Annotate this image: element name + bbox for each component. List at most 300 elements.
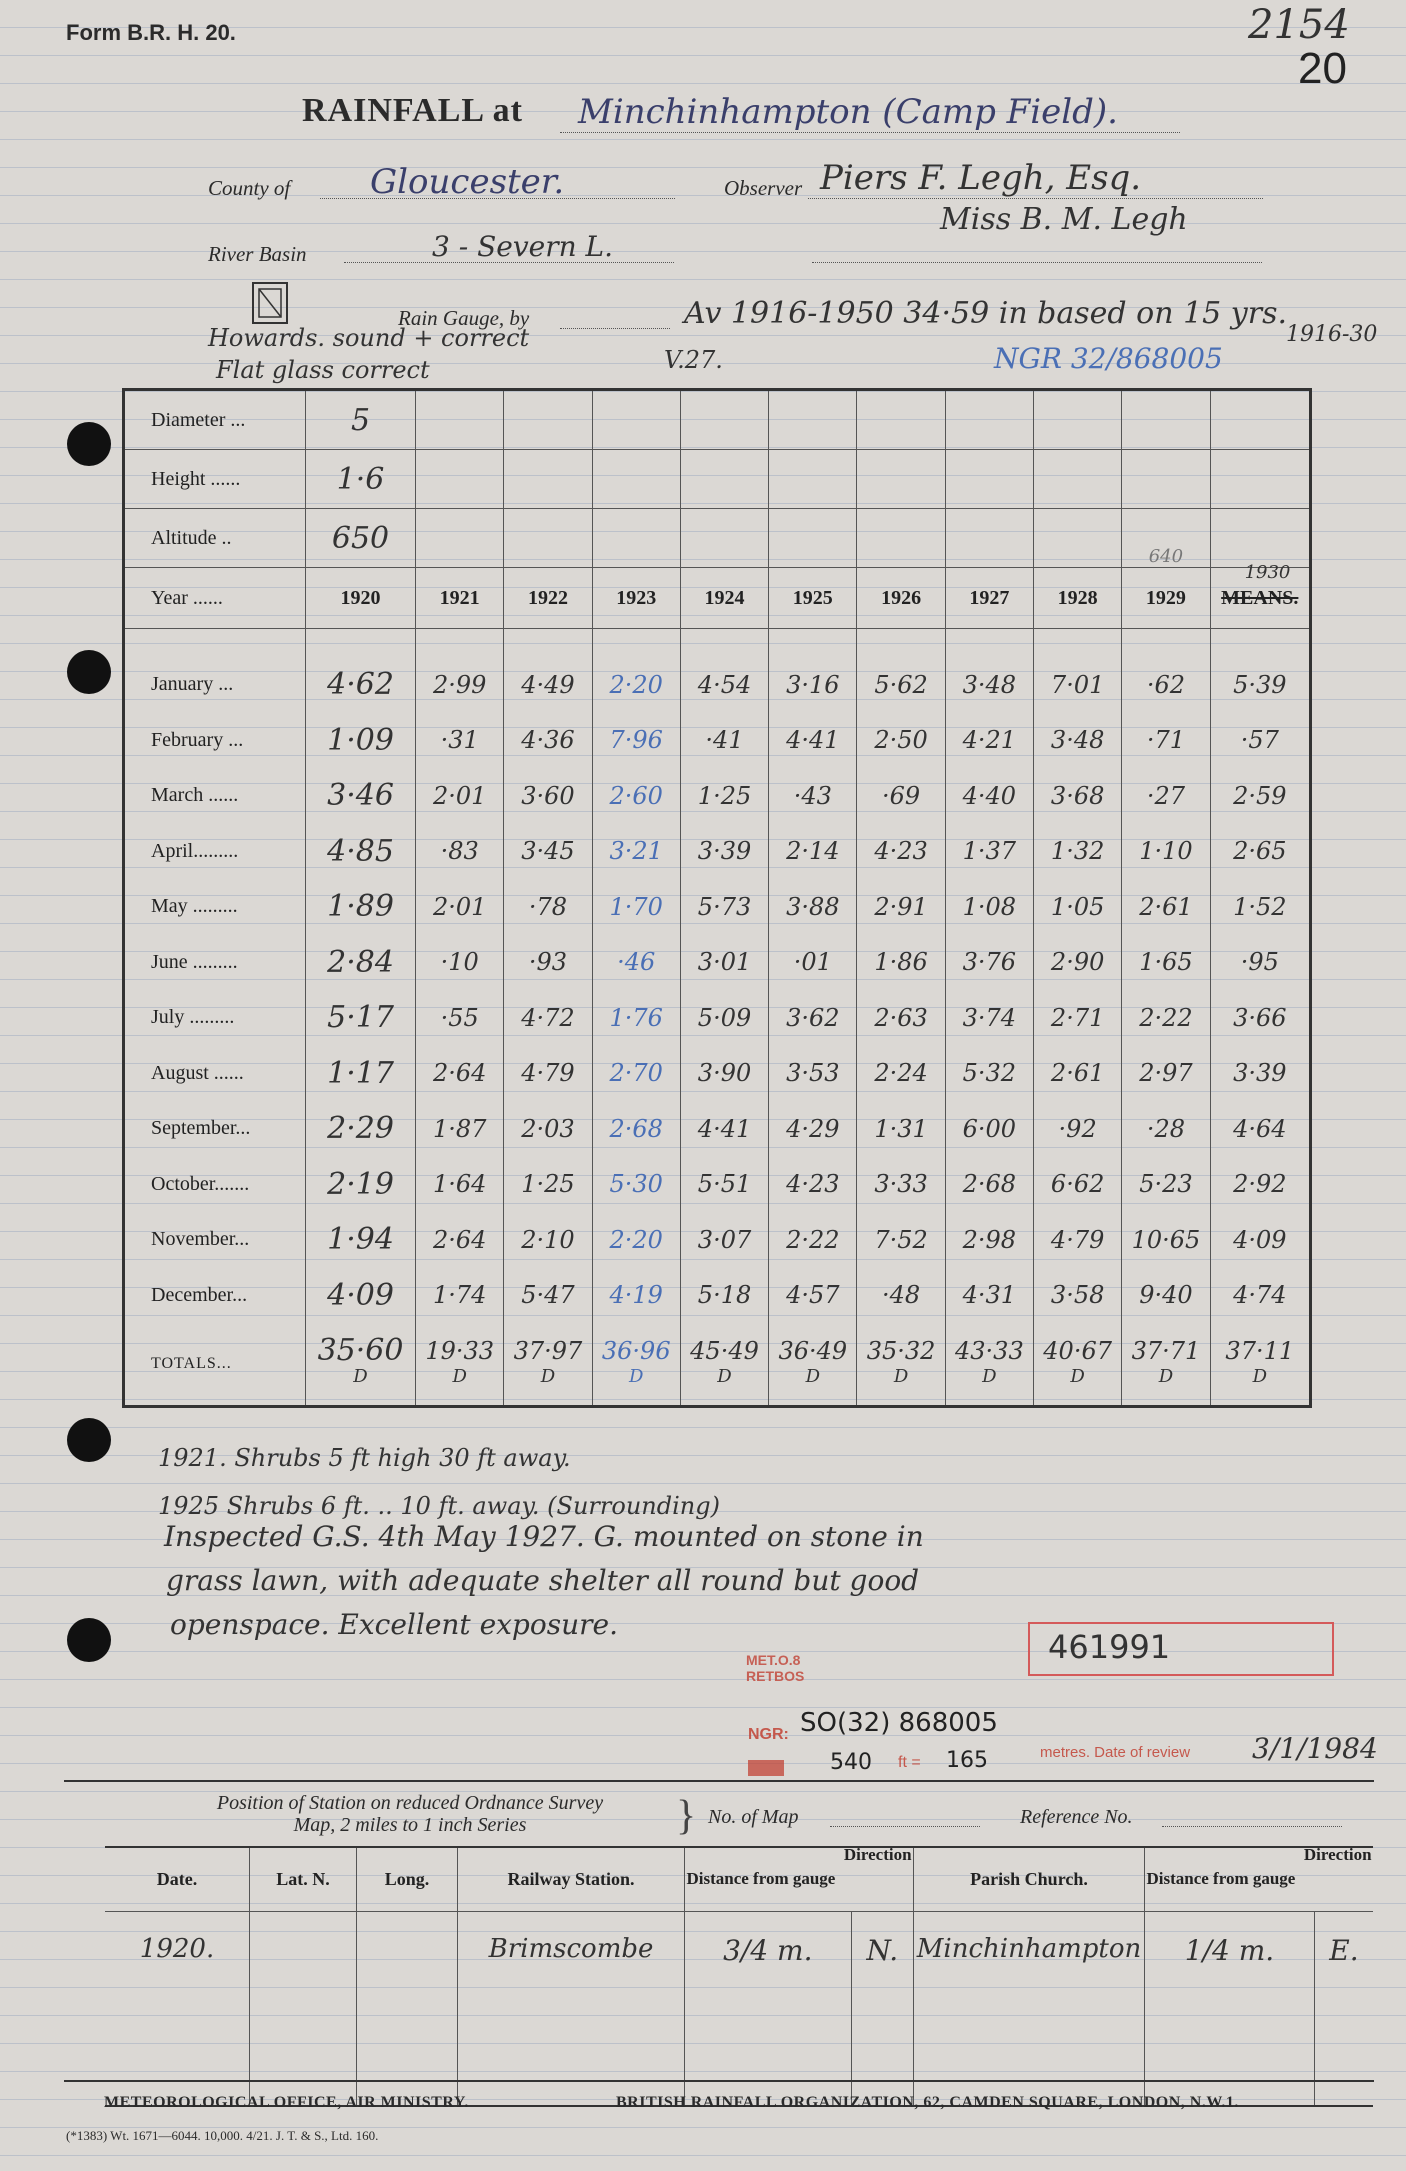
empty-cell — [504, 509, 592, 568]
divider — [64, 2080, 1374, 2082]
month-label: February ... — [124, 713, 306, 769]
rainfall-cell: 1·25 — [504, 1157, 592, 1213]
ngr-note: NGR 32/868005 — [994, 342, 1223, 375]
col-railway: Railway Station. — [458, 1847, 685, 1911]
station-detail-row — [124, 450, 1311, 509]
register-number-box: 461991 — [1028, 1622, 1334, 1676]
means-header — [1210, 562, 1310, 629]
rainfall-cell: 7·52 — [857, 1212, 945, 1268]
rainfall-cell: 2·22 — [1122, 990, 1210, 1046]
location-table — [105, 1846, 1373, 2107]
year-header — [124, 562, 1311, 629]
observer-value: Piers F. Legh, Esq. — [820, 158, 1142, 198]
total-cell — [592, 1323, 680, 1407]
rainfall-cell: ·71 — [1122, 713, 1210, 769]
review-date: 3/1/1984 — [1252, 1732, 1378, 1765]
rainfall-cell: 2·61 — [1122, 879, 1210, 935]
year-cell: 1925 — [769, 568, 857, 629]
empty-cell — [857, 390, 945, 450]
rainfall-cell: 4·41 — [769, 713, 857, 769]
rainfall-cell: 3·16 — [769, 657, 857, 713]
total-cell — [1122, 1323, 1210, 1407]
empty-cell — [945, 450, 1033, 509]
month-row — [124, 990, 1311, 1046]
total-cell — [504, 1323, 592, 1407]
rainfall-cell: 1·37 — [945, 824, 1033, 880]
rainfall-cell: ·46 — [592, 935, 680, 991]
rainfall-cell: 2·20 — [592, 657, 680, 713]
rainfall-cell: 3·48 — [945, 657, 1033, 713]
empty-cell — [1122, 390, 1210, 450]
note-line: Inspected G.S. 4th May 1927. G. mounted on stone in — [164, 1520, 924, 1553]
punch-hole — [67, 650, 111, 694]
year-cell: 1922 — [504, 568, 592, 629]
rainfall-cell: ·41 — [680, 713, 768, 769]
total-mark: D — [717, 1366, 732, 1387]
rainfall-cell: 3·68 — [1034, 768, 1122, 824]
total-cell — [769, 1323, 857, 1407]
rainfall-cell: 4·41 — [680, 1101, 768, 1157]
month-row — [124, 824, 1311, 880]
rainfall-cell: ·92 — [1034, 1101, 1122, 1157]
total-value: 36·49 — [778, 1337, 848, 1365]
river-basin-label: River Basin — [208, 242, 307, 266]
col-church-distance-direction: Distance from gauge Direction — [1145, 1847, 1373, 1911]
cell-church-direction: E. — [1314, 1911, 1373, 2106]
rainfall-cell: 2·99 — [416, 657, 504, 713]
station-detail-row — [124, 509, 1311, 568]
month-row — [124, 657, 1311, 713]
rainfall-cell: 3·74 — [945, 990, 1033, 1046]
rainfall-cell: 4·79 — [504, 1046, 592, 1102]
cell-lat — [250, 1911, 357, 2106]
rainfall-cell: 2·71 — [1034, 990, 1122, 1046]
rainfall-cell: 2·22 — [769, 1212, 857, 1268]
rainfall-cell: 5·32 — [945, 1046, 1033, 1102]
rainfall-cell: 2·03 — [504, 1101, 592, 1157]
empty-cell — [945, 390, 1033, 450]
altitude-m: 165 — [946, 1748, 988, 1773]
total-cell — [416, 1323, 504, 1407]
rainfall-cell: 4·23 — [769, 1157, 857, 1213]
total-cell — [1034, 1323, 1122, 1407]
month-row — [124, 1268, 1311, 1324]
rainfall-cell: 3·46 — [306, 768, 416, 824]
empty-cell — [504, 390, 592, 450]
rainfall-cell: 1·86 — [857, 935, 945, 991]
redaction-mark — [748, 1760, 784, 1776]
month-label: March ...... — [124, 768, 306, 824]
total-cell — [680, 1323, 768, 1407]
month-label: December... — [124, 1268, 306, 1324]
empty-cell — [769, 509, 857, 568]
total-value: 45·49 — [690, 1337, 759, 1365]
total-mark: D — [629, 1366, 644, 1387]
total-mark: D — [353, 1366, 368, 1387]
empty-cell — [1034, 450, 1122, 509]
rainfall-cell: 1·70 — [592, 879, 680, 935]
total-value: 19·33 — [425, 1337, 495, 1365]
month-label: June ......... — [124, 935, 306, 991]
total-value: 37·97 — [513, 1337, 583, 1365]
total-value: 40·67 — [1043, 1337, 1112, 1365]
month-label: January ... — [124, 657, 306, 713]
rainfall-cell: 2·14 — [769, 824, 857, 880]
means-year: 1930 — [1244, 562, 1291, 583]
month-label: September... — [124, 1101, 306, 1157]
total-mark: D — [452, 1366, 467, 1387]
range-note: 1916-30 — [1286, 322, 1378, 347]
empty-cell — [857, 509, 945, 568]
rainfall-cell: ·27 — [1122, 768, 1210, 824]
empty-cell — [592, 450, 680, 509]
mean-cell: 4·64 — [1210, 1101, 1310, 1157]
rainfall-cell: 2·68 — [592, 1101, 680, 1157]
average-code: V.27. — [664, 346, 723, 374]
mean-cell: ·95 — [1210, 935, 1310, 991]
rainfall-cell: 4·36 — [504, 713, 592, 769]
rainfall-cell: 5·18 — [680, 1268, 768, 1324]
total-mark: D — [1252, 1366, 1267, 1387]
rainfall-cell: 2·10 — [504, 1212, 592, 1268]
footer-right: BRITISH RAINFALL ORGANIZATION, 62, CAMDEN SQUARE, LONDON, N.W.1. — [616, 2094, 1239, 2111]
rainfall-cell: 3·76 — [945, 935, 1033, 991]
rainfall-cell: 4·09 — [306, 1268, 416, 1324]
total-value: 43·33 — [955, 1337, 1024, 1365]
rainfall-cell: ·93 — [504, 935, 592, 991]
rainfall-cell: 2·98 — [945, 1212, 1033, 1268]
empty-cell — [857, 450, 945, 509]
empty-cell — [1210, 450, 1310, 509]
rainfall-cell: 1·76 — [592, 990, 680, 1046]
total-mark: D — [1070, 1366, 1085, 1387]
cell-church: Minchinhampton — [914, 1911, 1145, 2106]
mean-cell: 4·09 — [1210, 1212, 1310, 1268]
rainfall-cell: 5·47 — [504, 1268, 592, 1324]
rainfall-cell: 4·57 — [769, 1268, 857, 1324]
rainfall-cell: 4·40 — [945, 768, 1033, 824]
total-value: 37·71 — [1131, 1337, 1201, 1365]
empty-cell — [1122, 450, 1210, 509]
rain-gauge-label: Rain Gauge, by — [398, 306, 530, 330]
rainfall-cell: 1·87 — [416, 1101, 504, 1157]
rainfall-cell: 1·25 — [680, 768, 768, 824]
empty-cell — [504, 450, 592, 509]
note-line: 1925 Shrubs 6 ft. .. 10 ft. away. (Surrounding) — [158, 1492, 720, 1520]
rainfall-cell: 2·63 — [857, 990, 945, 1046]
rainfall-cell: 3·33 — [857, 1157, 945, 1213]
month-row — [124, 713, 1311, 769]
col-lat: Lat. N. — [250, 1847, 357, 1911]
average-note: Av 1916-1950 34·59 in based on 15 yrs. — [684, 296, 1288, 331]
rainfall-cell: 1·64 — [416, 1157, 504, 1213]
total-cell — [306, 1323, 416, 1407]
month-row — [124, 1212, 1311, 1268]
month-label: October....... — [124, 1157, 306, 1213]
month-label: August ...... — [124, 1046, 306, 1102]
rainfall-cell: 3·88 — [769, 879, 857, 935]
total-value: 36·96 — [601, 1337, 671, 1365]
met-office-stamp: MET.O.8 RETBOS — [746, 1652, 805, 1684]
ngr-value: SO(32) 868005 — [800, 1708, 998, 1738]
mean-cell: 3·39 — [1210, 1046, 1310, 1102]
detail-value: 650 — [306, 509, 416, 568]
year-label: Year ...... — [124, 568, 306, 629]
rainfall-cell: 7·96 — [592, 713, 680, 769]
totals-label: TOTALS... — [124, 1323, 306, 1407]
total-mark: D — [540, 1366, 556, 1387]
rainfall-cell: 5·62 — [857, 657, 945, 713]
rainfall-cell: 2·61 — [1034, 1046, 1122, 1102]
rainfall-cell: 4·21 — [945, 713, 1033, 769]
rainfall-cell: 3·62 — [769, 990, 857, 1046]
title-label: RAINFALL at — [302, 92, 523, 129]
empty-cell — [416, 450, 504, 509]
rainfall-cell: 4·31 — [945, 1268, 1033, 1324]
rainfall-cell: 2·24 — [857, 1046, 945, 1102]
rainfall-cell: 10·65 — [1122, 1212, 1210, 1268]
rainfall-cell: ·83 — [416, 824, 504, 880]
gauge-note: Flat glass correct — [216, 356, 430, 384]
detail-value: 1·6 — [306, 450, 416, 509]
rainfall-cell: 6·62 — [1034, 1157, 1122, 1213]
cell-long — [357, 1911, 458, 2106]
cell-rail-direction: N. — [851, 1911, 913, 2106]
rainfall-cell: 2·20 — [592, 1212, 680, 1268]
altitude-ft: 540 — [830, 1750, 872, 1775]
rainfall-cell: 5·17 — [306, 990, 416, 1046]
rainfall-cell: 4·62 — [306, 657, 416, 713]
cell-date: 1920. — [105, 1911, 250, 2106]
rainfall-cell: 4·54 — [680, 657, 768, 713]
month-row — [124, 879, 1311, 935]
river-basin-value: 3 - Severn L. — [432, 230, 614, 263]
mean-cell: ·57 — [1210, 713, 1310, 769]
col-rail-distance-direction: Distance from gauge Direction — [685, 1847, 914, 1911]
month-row — [124, 935, 1311, 991]
cell-rail-distance: 3/4 m. — [685, 1911, 852, 2106]
gauge-symbol-icon — [250, 280, 290, 326]
cell-church-distance: 1/4 m. — [1145, 1911, 1315, 2106]
rainfall-cell: ·43 — [769, 768, 857, 824]
total-cell — [945, 1323, 1033, 1407]
totals-row — [124, 1323, 1311, 1407]
month-row — [124, 1157, 1311, 1213]
rainfall-cell: ·01 — [769, 935, 857, 991]
rainfall-cell: 5·73 — [680, 879, 768, 935]
rainfall-cell: 2·29 — [306, 1101, 416, 1157]
rainfall-cell: 2·60 — [592, 768, 680, 824]
empty-cell — [945, 509, 1033, 568]
empty-cell — [416, 390, 504, 450]
rainfall-cell: 5·30 — [592, 1157, 680, 1213]
rainfall-cell: 1·10 — [1122, 824, 1210, 880]
rainfall-cell: 2·50 — [857, 713, 945, 769]
total-mark: D — [982, 1366, 997, 1387]
rainfall-cell: 2·91 — [857, 879, 945, 935]
mean-cell: 1·52 — [1210, 879, 1310, 935]
cell-railway: Brimscombe — [458, 1911, 685, 2106]
empty-cell — [680, 509, 768, 568]
empty-cell — [1210, 390, 1310, 450]
year-cell: 1927 — [945, 568, 1033, 629]
col-long: Long. — [357, 1847, 458, 1911]
note-line: 1921. Shrubs 5 ft high 30 ft away. — [158, 1444, 571, 1472]
total-mark: D — [1158, 1366, 1174, 1387]
observer-value-second: Miss B. M. Legh — [940, 202, 1188, 237]
month-label: November... — [124, 1212, 306, 1268]
month-row — [124, 1046, 1311, 1102]
rainfall-cell: ·48 — [857, 1268, 945, 1324]
rainfall-cell: 4·23 — [857, 824, 945, 880]
station-name: Minchinhampton (Camp Field). — [578, 92, 1118, 132]
year-cell: 1926 — [857, 568, 945, 629]
rainfall-cell: 1·94 — [306, 1212, 416, 1268]
empty-cell — [1034, 509, 1122, 568]
rainfall-cell: ·78 — [504, 879, 592, 935]
detail-label: Altitude .. — [124, 509, 306, 568]
note-line: grass lawn, with adequate shelter all round but good — [166, 1564, 920, 1597]
rainfall-cell: 5·51 — [680, 1157, 768, 1213]
month-row — [124, 768, 1311, 824]
reference-number: 2154 — [1248, 2, 1350, 48]
rainfall-record-sheet: Form B.R. H. 20. 2154 20 RAINFALL at Minchinhampton (Camp Field). County of Gloucester. Observer Piers F. Legh, Esq. Miss B. M. Legh River Basin 3 - Severn L. Rain Gauge, by Howards. sound + correct Flat glass correct Av 1916-1950 34·59 in based on 15 yrs. 1916-30 V.27. NGR 32/868005 Diameter ... 5 Height ...... 1·6 Altitude .. 650 640 Year ...... 1920 1921 1922 1923 1924 1925 1926 1927 1928 1929 1930 MEANS. January ... 4·62 2·99 4·49 2·20 4·54 3·16 5·62 3·48 7·01 ·62 5·39 February ... 1·09 ·31 4·36 7·96 ·41 4·41 2·50 4·21 3·48 ·71 ·57 March ...... 3·46 2·01 3·60 2·60 1·25 ·43 ·69 4·40 3·68 ·27 2·59 April......... 4·85 ·83 3·45 3·21 3·39 2·14 4·23 1·37 1·32 1·10 2·65 May ......... 1·89 2·01 ·78 1·70 5·73 3·88 2·91 1·08 1·05 2·61 1·52 June ......... 2·84 ·10 ·93 ·46 3·01 ·01 1·86 3·76 2·90 1·65 ·95 July ......... 5·17 ·55 4·72 1·76 5·09 3·62 2·63 3·74 2·71 2·22 3·66 August ...... 1·17 2·64 4·79 2·70 3·90 3·53 2·24 5·32 2·61 2·97 3·39 September... 2·29 1·87 2·03 2·68 4·41 4·29 1·31 6·00 ·92 ·28 4·64 October....... 2·19 1·64 1·25 5·30 5·51 4·23 3·33 2·68 6·62 5·23 2·92 November... 1·94 2·64 2·10 2·20 3·07 2·22 7·52 2·98 4·79 10·65 4·09 December... 4·09 1·74 5·47 4·19 5·18 4·57 ·48 4·31 3·58 9·40 4·74 TOTALS... 35·60 D 19·33 D 37·97 D 36·96 D 45·49 D 36·49 D 35·32 D 43·33 D 40·67 D 37·71 D 37·11 D 1921. Shrubs 5 ft high 30 ft away. 1925 Shrubs 6 ft. .. 10 ft. away. (Surrounding) Inspected G.S. 4th May 1927. G. mounted on stone in grass lawn, with adequate shelter all round but good openspace. Excellent exposure. MET.O.8 RETBOS 461991 NGR: SO(32) 868005 540 ft = 165 metres. Date of review 3/1/1984 Position of Station on reduced Ordnance Survey Map, 2 miles to 1 inch Series } No. of Map Reference No. Date. Lat. N. Long. Railway Station. Distance from gauge Direction Parish Church. Distance from gauge Direction 1920. Brimscombe 3/4 m. N. Minchinhampton 1/4 m. E. METEOROLOGICAL OFFICE, AIR MINISTRY. BRITISH RAINFALL ORGANIZATION, 62, CAMDEN SQUARE, LONDON, N.W.1. (*1383) Wt. 1671—6044. 10,000. 4/21. J. T. & S., Ltd. 160. — [0, 0, 1406, 2171]
total-value: 37·11 — [1225, 1337, 1295, 1365]
rainfall-cell: 4·72 — [504, 990, 592, 1046]
empty-cell — [769, 390, 857, 450]
rainfall-cell: 3·58 — [1034, 1268, 1122, 1324]
total-mark: D — [805, 1366, 821, 1387]
month-label: July ......... — [124, 990, 306, 1046]
total-cell — [857, 1323, 945, 1407]
station-details — [124, 390, 1311, 568]
month-label: April......... — [124, 824, 306, 880]
rainfall-cell: ·62 — [1122, 657, 1210, 713]
rainfall-cell: 2·64 — [416, 1046, 504, 1102]
rainfall-table — [122, 388, 1312, 1408]
rainfall-cell: 3·60 — [504, 768, 592, 824]
review-label: metres. Date of review — [1040, 1744, 1191, 1761]
county-label: County of — [208, 176, 291, 200]
rainfall-cell: 1·31 — [857, 1101, 945, 1157]
year-cell: 1920 — [306, 568, 416, 629]
mean-cell: 5·39 — [1210, 657, 1310, 713]
rainfall-cell: 4·85 — [306, 824, 416, 880]
county-value: Gloucester. — [370, 162, 565, 202]
rainfall-cell: 9·40 — [1122, 1268, 1210, 1324]
rainfall-cell: 4·19 — [592, 1268, 680, 1324]
detail-value: 5 — [306, 390, 416, 450]
station-detail-row — [124, 390, 1311, 450]
rainfall-cell: 2·97 — [1122, 1046, 1210, 1102]
rainfall-cell: 6·00 — [945, 1101, 1033, 1157]
month-row — [124, 1101, 1311, 1157]
map-number-label: No. of Map — [708, 1806, 799, 1828]
empty-cell — [592, 509, 680, 568]
altitude-extra: 640 — [1122, 509, 1210, 568]
rainfall-cell: 5·09 — [680, 990, 768, 1046]
totals-row — [124, 1323, 1311, 1407]
monthly-rainfall — [124, 629, 1311, 1324]
rainfall-cell: 3·90 — [680, 1046, 768, 1102]
rainfall-cell: 3·21 — [592, 824, 680, 880]
empty-cell — [769, 450, 857, 509]
rainfall-cell: 2·01 — [416, 768, 504, 824]
page-number: 20 — [1298, 44, 1347, 93]
means-label: MEANS. — [1221, 586, 1299, 609]
total-value: 35·60 — [317, 1333, 404, 1368]
rainfall-cell: 3·39 — [680, 824, 768, 880]
rainfall-cell: 1·32 — [1034, 824, 1122, 880]
detail-label: Height ...... — [124, 450, 306, 509]
rainfall-cell: ·69 — [857, 768, 945, 824]
punch-hole — [67, 422, 111, 466]
empty-cell — [680, 450, 768, 509]
rainfall-cell: 3·07 — [680, 1212, 768, 1268]
reference-number-label: Reference No. — [1020, 1806, 1133, 1828]
year-cell: 1924 — [680, 568, 768, 629]
rainfall-cell: 7·01 — [1034, 657, 1122, 713]
punch-hole — [67, 1418, 111, 1462]
year-cell: 1921 — [416, 568, 504, 629]
rainfall-cell: 1·74 — [416, 1268, 504, 1324]
year-cell: 1923 — [592, 568, 680, 629]
col-date: Date. — [105, 1847, 250, 1911]
rainfall-cell: 2·68 — [945, 1157, 1033, 1213]
form-id: Form B.R. H. 20. — [66, 20, 236, 45]
total-value: 35·32 — [866, 1337, 936, 1365]
rainfall-cell: 2·70 — [592, 1046, 680, 1102]
empty-cell — [1034, 390, 1122, 450]
rainfall-cell: 2·90 — [1034, 935, 1122, 991]
mean-cell: 2·65 — [1210, 824, 1310, 880]
mean-cell: 2·59 — [1210, 768, 1310, 824]
empty-cell — [680, 390, 768, 450]
rainfall-cell: 1·05 — [1034, 879, 1122, 935]
footer-left: METEOROLOGICAL OFFICE, AIR MINISTRY. — [104, 2094, 469, 2111]
empty-cell — [1210, 509, 1310, 568]
mean-cell: 3·66 — [1210, 990, 1310, 1046]
rainfall-cell: 2·19 — [306, 1157, 416, 1213]
ft-equals: ft = — [898, 1754, 921, 1771]
year-cell: 1928 — [1034, 568, 1122, 629]
divider — [64, 1780, 1374, 1782]
rainfall-cell: 1·17 — [306, 1046, 416, 1102]
rainfall-cell: 2·01 — [416, 879, 504, 935]
rainfall-cell: 1·65 — [1122, 935, 1210, 991]
rainfall-cell: 3·53 — [769, 1046, 857, 1102]
detail-label: Diameter ... — [124, 390, 306, 450]
empty-cell — [592, 390, 680, 450]
rainfall-cell: ·55 — [416, 990, 504, 1046]
total-mark: D — [893, 1366, 909, 1387]
rainfall-cell: ·10 — [416, 935, 504, 991]
rainfall-cell: 4·79 — [1034, 1212, 1122, 1268]
rainfall-cell: 3·01 — [680, 935, 768, 991]
observer-label: Observer — [724, 176, 803, 200]
mean-cell: 2·92 — [1210, 1157, 1310, 1213]
year-cell: 1929 — [1122, 568, 1210, 629]
rainfall-cell: 3·48 — [1034, 713, 1122, 769]
punch-hole — [67, 1618, 111, 1662]
rainfall-cell: 4·29 — [769, 1101, 857, 1157]
printer-line: (*1383) Wt. 1671—6044. 10,000. 4/21. J. T. & S., Ltd. 160. — [66, 2128, 379, 2143]
rainfall-cell: 1·89 — [306, 879, 416, 935]
position-label: Position of Station on reduced Ordnance Survey Map, 2 miles to 1 inch Series — [216, 1792, 604, 1836]
note-line: openspace. Excellent exposure. — [170, 1608, 618, 1641]
gauge-maker: Howards. sound + correct — [208, 324, 530, 352]
rainfall-cell: 1·08 — [945, 879, 1033, 935]
